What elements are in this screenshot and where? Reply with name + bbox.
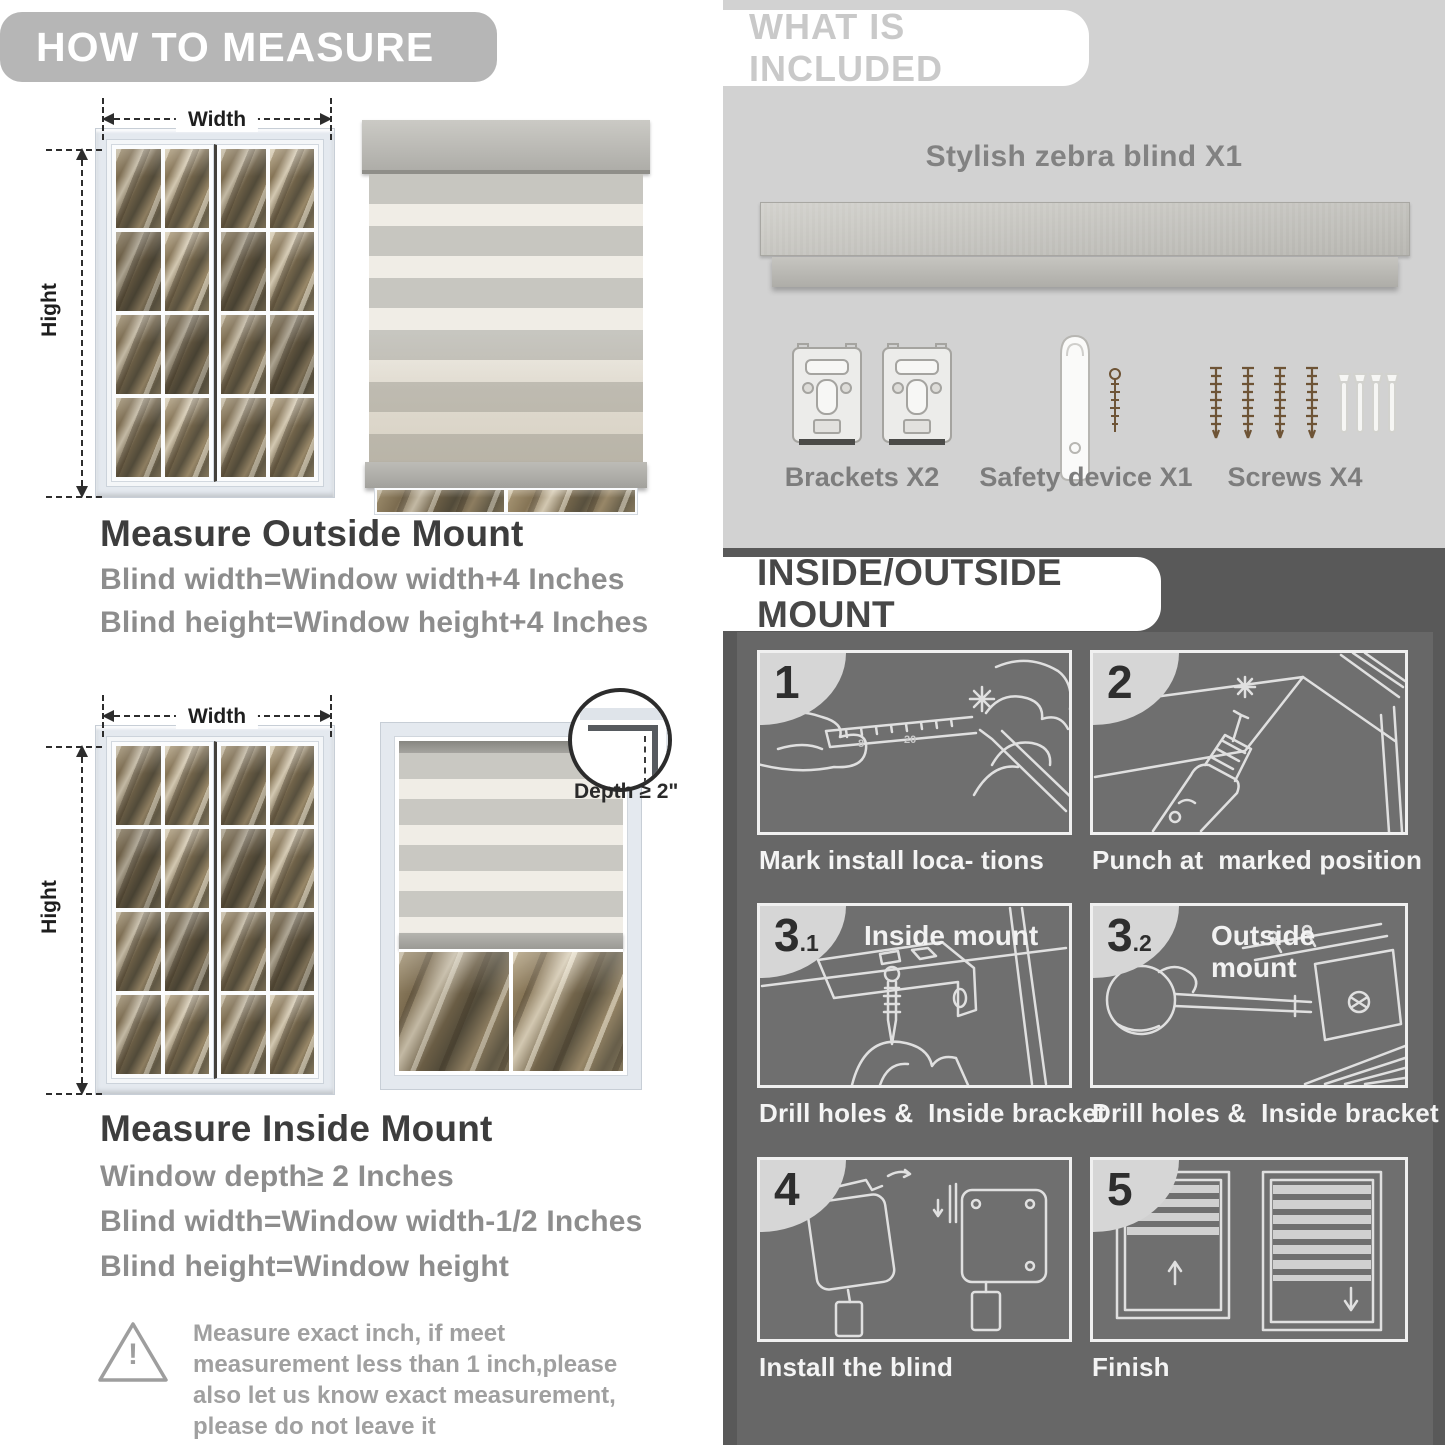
glass-pane bbox=[221, 315, 266, 394]
glass-pane bbox=[116, 232, 161, 311]
brackets-icon bbox=[788, 340, 958, 463]
included-subtitle: Stylish zebra blind X1 bbox=[925, 140, 1243, 173]
what-is-included-header bbox=[723, 6, 1089, 89]
window-below-blind bbox=[399, 949, 623, 1071]
glass-pane bbox=[270, 912, 315, 991]
inside-outside-mount-title: INSIDE/OUTSIDE MOUNT bbox=[757, 552, 1063, 635]
glass-pane bbox=[116, 149, 161, 228]
warning-text: Measure exact inch, if meet measurement less than 1 inch,please also let us know exact measurement, please do not leave it bbox=[193, 1320, 618, 1440]
ruler-mark-20: 20 bbox=[904, 734, 917, 746]
blind-headrail-image bbox=[760, 202, 1410, 256]
glass-pane bbox=[116, 995, 161, 1074]
brackets-label: Brackets X2 bbox=[784, 462, 940, 492]
window-sash bbox=[106, 139, 324, 487]
what-is-included-title: WHAT IS INCLUDED bbox=[749, 6, 943, 89]
height-label: Hight bbox=[38, 880, 61, 934]
glass-pane bbox=[221, 232, 266, 311]
height-tick bbox=[46, 746, 102, 748]
glass-pane bbox=[221, 746, 266, 825]
depth-magnifier-icon bbox=[568, 688, 672, 792]
window-sash bbox=[106, 736, 324, 1084]
glass-pane bbox=[165, 315, 210, 394]
window-below-blind bbox=[374, 488, 638, 515]
step-caption-3-2: Drill holes & Inside bracket bbox=[1092, 1098, 1439, 1128]
glass-pane bbox=[165, 232, 210, 311]
blind-bottom-rail bbox=[399, 933, 623, 949]
glass-pane bbox=[270, 995, 315, 1074]
glass-pane bbox=[165, 912, 210, 991]
screws-label: Screws X4 bbox=[1227, 462, 1363, 492]
glass-pane bbox=[513, 952, 623, 1071]
glass-pane bbox=[221, 912, 266, 991]
step-subnumber: .1 bbox=[799, 930, 819, 956]
window-photo-outside bbox=[95, 128, 335, 498]
step-tile-3-1 bbox=[757, 903, 1072, 1088]
window-door-right bbox=[214, 741, 319, 1079]
inside-mount-title: Measure Inside Mount bbox=[100, 1108, 493, 1149]
exclamation-triangle-icon bbox=[95, 1318, 171, 1388]
inside-outside-mount-header bbox=[723, 552, 1161, 635]
blind-cassette bbox=[362, 120, 650, 174]
step-number: 3 bbox=[1107, 909, 1133, 961]
ruler-mark-8: 8 bbox=[858, 738, 865, 750]
blind-stripes bbox=[369, 174, 643, 462]
glass-pane bbox=[116, 398, 161, 477]
window-door-left bbox=[111, 144, 214, 482]
height-tick bbox=[46, 496, 102, 498]
glass-pane bbox=[165, 829, 210, 908]
glass-pane bbox=[399, 952, 509, 1071]
glass-pane bbox=[270, 315, 315, 394]
window-photo-inside bbox=[95, 725, 335, 1095]
glass-pane bbox=[116, 315, 161, 394]
glass-pane bbox=[270, 746, 315, 825]
step-tile-2 bbox=[1090, 650, 1408, 835]
step-inner-title: Inside mount bbox=[864, 920, 1039, 951]
height-tick bbox=[46, 149, 102, 151]
outside-mount-line-1: Blind width=Window width+4 Inches bbox=[100, 563, 625, 596]
glass-pane bbox=[221, 995, 266, 1074]
step-tile-4 bbox=[757, 1157, 1072, 1342]
glass-pane bbox=[221, 829, 266, 908]
step-tile-5 bbox=[1090, 1157, 1408, 1342]
step-number: 4 bbox=[774, 1163, 800, 1215]
glass-pane bbox=[221, 149, 266, 228]
glass-pane bbox=[165, 746, 210, 825]
glass-pane bbox=[270, 232, 315, 311]
glass-pane bbox=[116, 829, 161, 908]
step-inner-title: Outside mount bbox=[1211, 920, 1316, 983]
step-tile-3-2 bbox=[1090, 903, 1408, 1088]
inside-mount-line-2: Blind width=Window width-1/2 Inches bbox=[100, 1205, 643, 1238]
height-tick bbox=[46, 1093, 102, 1095]
exclamation-glyph: ! bbox=[128, 1338, 138, 1371]
step-number: 3 bbox=[774, 909, 800, 961]
step-number: 1 bbox=[774, 656, 800, 708]
step-number: 2 bbox=[1107, 656, 1133, 708]
glass-pane bbox=[165, 149, 210, 228]
width-dimension-line bbox=[104, 705, 330, 728]
how-to-measure-title: HOW TO MEASURE bbox=[36, 23, 435, 70]
blind-headrail-lower bbox=[772, 257, 1398, 287]
glass-pane bbox=[508, 490, 635, 512]
glass-pane bbox=[270, 829, 315, 908]
step-caption-1: Mark install loca- tions bbox=[759, 845, 1045, 875]
glass-pane bbox=[116, 912, 161, 991]
step-caption-3-1: Drill holes & Inside bracket bbox=[759, 1098, 1106, 1128]
measurement-warning bbox=[95, 1318, 655, 1442]
height-dimension-line bbox=[81, 150, 83, 496]
glass-pane bbox=[116, 746, 161, 825]
window-door-left bbox=[111, 741, 214, 1079]
screws-icon bbox=[1200, 360, 1400, 465]
glass-pane bbox=[165, 995, 210, 1074]
step-subnumber: .2 bbox=[1132, 930, 1152, 956]
inside-mount-line-3: Blind height=Window height bbox=[100, 1250, 510, 1283]
depth-label: Depth ≥ 2" bbox=[574, 780, 679, 803]
zebra-blind-outside-illustration bbox=[362, 120, 650, 515]
window-door-right bbox=[214, 144, 319, 482]
how-to-measure-header bbox=[0, 12, 497, 82]
inside-mount-line-1: Window depth≥ 2 Inches bbox=[100, 1160, 454, 1193]
height-dimension-line bbox=[81, 747, 83, 1093]
glass-pane bbox=[221, 398, 266, 477]
width-label: Width bbox=[176, 705, 258, 729]
glass-pane bbox=[165, 398, 210, 477]
step-caption-5: Finish bbox=[1092, 1352, 1170, 1382]
step-number: 5 bbox=[1107, 1163, 1133, 1215]
safety-device-label: Safety device X1 bbox=[979, 462, 1193, 492]
width-label: Width bbox=[176, 108, 258, 132]
glass-pane bbox=[270, 398, 315, 477]
outside-mount-title: Measure Outside Mount bbox=[100, 513, 524, 554]
outside-mount-line-2: Blind height=Window height+4 Inches bbox=[100, 606, 649, 639]
step-caption-4: Install the blind bbox=[759, 1352, 954, 1382]
step-caption-2: Punch at marked position bbox=[1092, 845, 1423, 875]
height-label: Hight bbox=[38, 283, 61, 337]
magnified-depth-dash bbox=[644, 736, 646, 784]
blind-bottom-rail bbox=[365, 462, 647, 488]
width-dimension-line bbox=[104, 108, 330, 131]
glass-pane bbox=[377, 490, 504, 512]
step-tile-1 bbox=[757, 650, 1072, 835]
glass-pane bbox=[270, 149, 315, 228]
